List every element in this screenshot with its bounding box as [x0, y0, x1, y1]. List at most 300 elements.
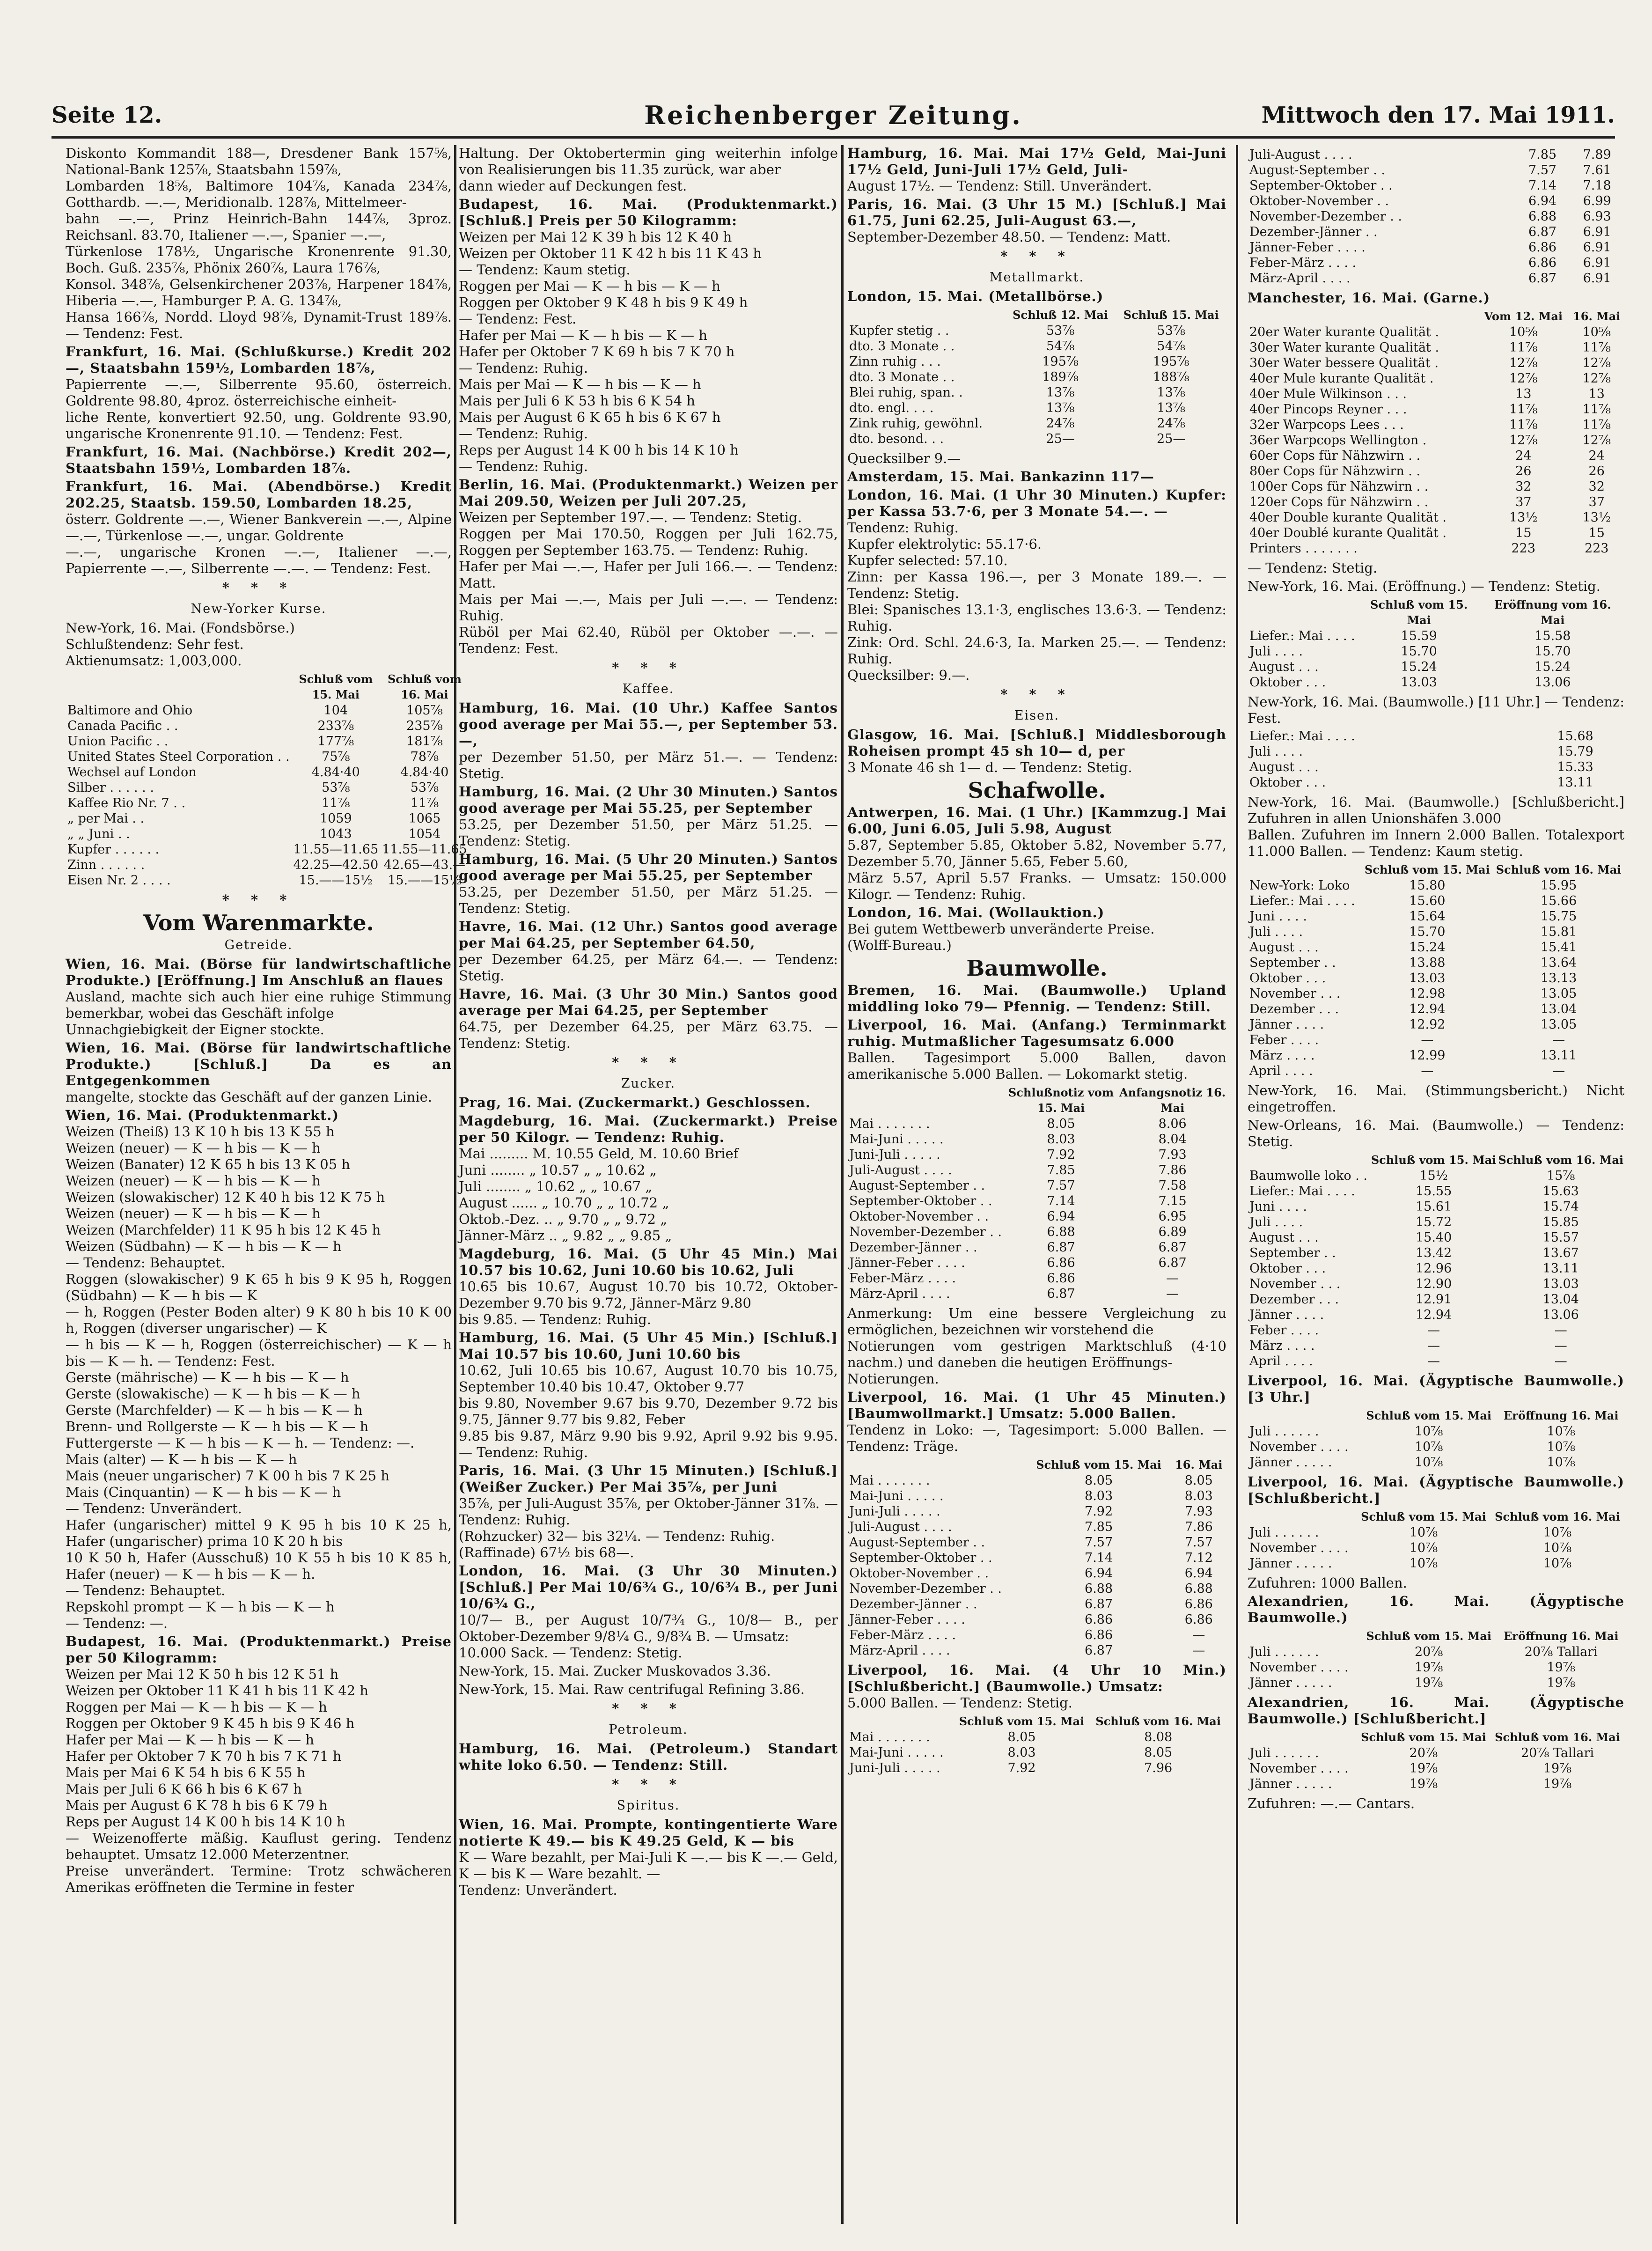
row-label: August-September . .	[849, 1535, 985, 1550]
text-line: K — Ware bezahlt, per Mai-Juli K —.— bis K —.— Geld, K — bis K — Ware bezahlt. —	[459, 1849, 838, 1882]
table-row	[1248, 659, 1624, 675]
text-line: Hamburg, 16. Mai. (5 Uhr 45 Min.) [Schluß.] Mai 10.57 bis 10.60, Juni 10.60 bis	[459, 1330, 838, 1362]
text-line: Wien, 16. Mai. Prompte, kontingentierte Ware notierte K 49.— bis K 49.25 Geld, K — bis	[459, 1817, 838, 1849]
table-row	[847, 1132, 1226, 1147]
text-line: Havre, 16. Mai. (3 Uhr 30 Min.) Santos good average per Mai 64.25, per September	[459, 986, 838, 1018]
text-line: Roggen per Mai 170.50, Roggen per Juli 162.75, Roggen per September 163.75. — Tendenz: Ruhig.	[459, 526, 838, 558]
table-row	[1248, 1338, 1624, 1354]
table-row	[66, 826, 469, 842]
column-2	[459, 145, 838, 2224]
table-header-row	[1248, 1508, 1624, 1525]
table-row	[1248, 355, 1624, 371]
row-label: August . . .	[1249, 760, 1319, 774]
article-paragraph	[1248, 1373, 1624, 1405]
text-line: Liverpool, 16. Mai. (Ägyptische Baumwolle.) [Schlußbericht.]	[1248, 1474, 1624, 1506]
article-paragraph	[1248, 290, 1624, 306]
text-line: per Dezember 64.25, per März 64.—. — Tendenz: Stetig.	[459, 951, 838, 984]
row-label: Jänner . . . .	[1249, 1017, 1324, 1032]
quote-value: —	[1192, 1643, 1205, 1658]
text-line: — Tendenz: Behauptet.	[66, 1255, 226, 1271]
column-rule	[1236, 145, 1238, 2224]
row-label: Mai-Juni . . . . .	[849, 1132, 944, 1147]
row-label: Juni-Juli . . . . .	[849, 1761, 940, 1775]
section-heading: Petroleum.	[609, 1722, 688, 1737]
text-line: mangelte, stockte das Geschäft auf der ganzen Linie.	[66, 1089, 432, 1105]
article-paragraph	[66, 145, 452, 342]
text-line: Roggen per Oktober 9 K 48 h bis 9 K 49 h	[459, 294, 748, 310]
text-line: 35⅞, per Juli-August 35⅞, per Oktober-Jänner 31⅞. — Tendenz: Ruhig.	[459, 1495, 838, 1528]
quote-value: 24⅞	[1157, 416, 1185, 431]
row-label: Mai-Juni . . . . .	[849, 1745, 944, 1760]
quote-value: 7.18	[1583, 178, 1611, 193]
article-paragraph	[847, 1305, 1226, 1387]
table-row	[66, 795, 469, 811]
quote-value: 12⅞	[1582, 371, 1611, 386]
row-label: 40er Mule kurante Qualität .	[1249, 371, 1434, 386]
text-line: Hamburg, 16. Mai. Mai 17½ Geld, Mai-Juni 17½ Geld, Juni-Juli 17½ Geld, Juli-	[847, 145, 1226, 177]
quote-value: 15.70	[1401, 644, 1437, 659]
table-row	[847, 1488, 1226, 1504]
quote-value: 13.03	[1542, 1277, 1579, 1291]
text-line: Weizen (slowakischer) 12 K 40 h bis 12 K 75 h	[66, 1189, 385, 1205]
table-row	[1248, 1214, 1624, 1230]
table-row	[1248, 1439, 1624, 1455]
row-label: 30er Water bessere Qualität .	[1249, 356, 1439, 370]
quote-value: 13.05	[1540, 986, 1577, 1001]
quote-value: 19⅞	[1414, 1676, 1443, 1690]
table-header-row	[1248, 861, 1624, 878]
quote-value: 7.15	[1158, 1194, 1187, 1208]
quote-value: 104	[323, 703, 348, 718]
text-line: Roggen per Mai — K — h bis — K — h	[66, 1699, 327, 1715]
column-header: Vom 12. Mai	[1484, 309, 1563, 323]
row-label: November . . .	[1249, 986, 1341, 1001]
quote-value: —	[1421, 1064, 1434, 1078]
quote-value: 15.85	[1542, 1215, 1579, 1229]
text-line: dann wieder auf Deckungen fest.	[459, 178, 687, 194]
column-header: Schluß vom 15. Mai	[1036, 1458, 1161, 1471]
table-row	[847, 1209, 1226, 1224]
quote-value: 24⅞	[1046, 416, 1075, 431]
article-paragraph	[1248, 1593, 1624, 1626]
quote-value	[1517, 759, 1526, 775]
text-line: Papierrente —.—, Silberrente 95.60, österreich. Goldrente 98.80, 4proz. österreichische einheit-	[66, 376, 452, 409]
text-line: Preise unverändert. Termine: Trotz schwächeren Amerikas eröffneten die Termine in fester	[66, 1863, 452, 1895]
text-line: New-York, 16. Mai. (Fondsbörse.)	[66, 620, 295, 636]
text-line: Haltung. Der Oktobertermin ging weiterhin infolge von Realisierungen bis 11.35 zurück, war aber	[459, 145, 838, 177]
row-label: 36er Warpcops Wellington .	[1249, 433, 1427, 448]
quote-value: 13.11	[1540, 1048, 1577, 1063]
table-row	[1248, 1063, 1624, 1079]
table-row	[847, 1612, 1226, 1627]
text-line: Rüböl per Mai 62.40, Rüböl per Oktober —.—. — Tendenz: Fest.	[459, 624, 838, 656]
table-row	[1248, 1525, 1624, 1540]
article-paragraph	[66, 1633, 452, 1896]
row-label: Baltimore and Ohio	[67, 703, 193, 718]
text-line: — h, Roggen (Pester Boden alter) 9 K 80 h bis 10 K 00 h, Roggen (diverser ungarischer) — K	[66, 1304, 452, 1336]
main-heading: Vom Warenmarkte.	[143, 910, 374, 935]
quote-value: 6.88	[1528, 209, 1557, 224]
row-label: Eisen Nr. 2 . . . .	[67, 873, 171, 888]
text-line: 10.62, Juli 10.65 bis 10.67, August 10.70 bis 10.75, September 10.40 bis 10.47, Oktober 9.77	[459, 1362, 838, 1395]
article-paragraph	[1248, 1795, 1624, 1812]
article-paragraph	[459, 919, 838, 984]
text-line: Roggen per Oktober 9 K 45 h bis 9 K 46 h	[66, 1715, 355, 1731]
text-line: Türkenlose 178½, Ungarische Kronenrente 91.30, Boch. Guß. 235⅞, Phönix 260⅞, Laura 176⅞,	[66, 243, 452, 276]
row-label: März-April . . . .	[849, 1287, 950, 1301]
row-label: dto. 3 Monate . .	[849, 339, 955, 353]
text-line: Quecksilber: 9.—.	[847, 667, 970, 683]
column-header	[1248, 861, 1361, 878]
table-row	[1248, 448, 1624, 463]
quote-value: 20⅞	[1414, 1645, 1443, 1659]
column-header: Schluß vom 16. Mai	[1495, 1510, 1620, 1523]
quote-value: 32	[1515, 479, 1532, 494]
text-line: Wien, 16. Mai. (Börse für landwirtschaftliche Produkte.) [Eröffnung.] Im Anschluß an flaues	[66, 956, 452, 988]
text-line: Hafer per Oktober 7 K 69 h bis 7 K 70 h	[459, 344, 735, 360]
row-label: New-York: Loko	[1249, 878, 1350, 893]
text-line: Ballen. Tagesimport 5.000 Ballen, davon amerikanische 5.000 Ballen. — Lokomarkt stetig.	[847, 1050, 1226, 1082]
text-line: Ballen. Zufuhren im Innern 2.000 Ballen. Totalexport 11.000 Ballen. — Tendenz: Kaum stetig.	[1248, 827, 1624, 859]
table-row	[66, 857, 469, 873]
row-label: Canada Pacific . .	[67, 719, 178, 733]
text-line: — Tendenz: Stetig.	[1248, 560, 1378, 576]
quote-value: 15.66	[1540, 894, 1577, 908]
quote-table	[1248, 1628, 1624, 1691]
quote-value: 6.86	[1528, 240, 1557, 255]
quote-value: 7.58	[1158, 1178, 1187, 1193]
row-label: November . . .	[1249, 1277, 1341, 1291]
text-line: Tendenz: Unverändert.	[459, 1882, 617, 1898]
table-row	[1248, 240, 1624, 255]
row-label: Juli . . . . . .	[1249, 1746, 1319, 1760]
article-paragraph	[1248, 794, 1624, 860]
column-header	[1248, 1407, 1360, 1424]
table-row	[1248, 1675, 1624, 1691]
quote-value: 12.94	[1415, 1308, 1452, 1322]
quote-value: 15.64	[1409, 909, 1446, 924]
table-header-row	[1248, 1628, 1624, 1644]
table-row	[1248, 924, 1624, 940]
row-label: Liefer.: Mai . . . .	[1249, 1184, 1355, 1199]
row-label: Kaffee Rio Nr. 7 . .	[67, 796, 186, 810]
article-paragraph	[459, 851, 838, 917]
table-row	[66, 734, 469, 749]
row-label: November-Dezember . .	[849, 1582, 1002, 1596]
quote-value: 13⅞	[1157, 385, 1185, 400]
table-row	[1248, 224, 1624, 240]
row-label: Oktober-November . .	[849, 1566, 989, 1581]
quote-value: 37	[1515, 495, 1532, 509]
quote-value: 12.94	[1409, 1002, 1446, 1016]
text-line: 53.25, per Dezember 51.50, per März 51.25. — Tendenz: Stetig.	[459, 884, 838, 916]
quote-value: 13.88	[1409, 956, 1446, 970]
quote-value: 24	[1588, 449, 1605, 463]
article-paragraph	[847, 487, 1226, 684]
row-label: Juli . . . .	[1249, 1215, 1303, 1229]
table-row	[1248, 675, 1624, 690]
table-row	[1248, 324, 1624, 340]
quote-value: 42.25—42.50	[293, 858, 379, 872]
table-row	[1248, 147, 1624, 162]
text-line: Frankfurt, 16. Mai. (Nachbörse.) Kredit 202—, Staatsbahn 159½, Lombarden 18⅞.	[66, 444, 452, 476]
text-line: New-York, 16. Mai. (Eröffnung.) — Tendenz: Stetig.	[1248, 578, 1601, 594]
table-row	[847, 338, 1226, 354]
quote-value: 1065	[408, 811, 441, 826]
row-label: Jänner-Feber . . . .	[1249, 240, 1366, 255]
article-paragraph	[459, 1463, 838, 1561]
quote-value: 15.——15½	[388, 873, 462, 888]
quote-value: 15.79	[1557, 744, 1593, 759]
text-line: — Tendenz: —.	[66, 1615, 168, 1631]
text-line: Glasgow, 16. Mai. [Schluß.] Middlesborough Roheisen prompt 45 sh 10— d, per	[847, 727, 1226, 759]
quote-value: 15.70	[1535, 644, 1571, 659]
quote-value: 6.95	[1158, 1209, 1187, 1224]
quote-value: 19⅞	[1547, 1660, 1576, 1675]
quote-value: 11⅞	[1509, 418, 1538, 432]
row-label: Blei ruhig, span. .	[849, 385, 963, 400]
section-heading: Metallmarkt.	[989, 270, 1085, 285]
text-line: Zink: Ord. Schl. 24.6·3, Ia. Marken 25.—. — Tendenz: Ruhig.	[847, 634, 1226, 667]
text-line: Weizen (neuer) — K — h bis — K — h	[66, 1140, 321, 1156]
text-line: Mais per Juli 6 K 66 h bis 6 K 67 h	[66, 1781, 302, 1797]
quote-value: 15.68	[1557, 729, 1593, 743]
quote-value: 10⅞	[1547, 1440, 1576, 1454]
text-line: New-Orleans, 16. Mai. (Baumwolle.) — Tendenz: Stetig.	[1248, 1117, 1624, 1149]
article-paragraph	[459, 1817, 838, 1898]
table-row	[847, 1193, 1226, 1209]
text-line: Weizen (Marchfelder) 11 K 95 h bis 12 K 45 h	[66, 1222, 381, 1238]
text-line: 5.87, September 5.85, Oktober 5.82, November 5.77, Dezember 5.70, Jänner 5.65, Feber 5.60,	[847, 837, 1226, 869]
text-line: London, 15. Mai. (Metallbörse.)	[847, 288, 1104, 304]
text-line: Weizen per Oktober 11 K 42 h bis 11 K 43 h	[459, 245, 762, 261]
text-line: Berlin, 16. Mai. (Produktenmarkt.) Weizen per Mai 209.50, Weizen per Juli 207.25,	[459, 477, 838, 509]
article-paragraph	[1248, 560, 1624, 576]
quote-value: 8.04	[1158, 1132, 1187, 1147]
quote-value: 25—	[1046, 432, 1075, 446]
column-header: Eröffnung vom 16. Mai	[1494, 598, 1611, 627]
text-line: 64.75, per Dezember 64.25, per März 63.75. — Tendenz: Stetig.	[459, 1019, 838, 1051]
text-line: Liverpool, 16. Mai. (4 Uhr 10 Min.) [Schlußbericht.] (Baumwolle.) Umsatz:	[847, 1662, 1226, 1694]
quote-value: 177⅞	[317, 734, 354, 749]
column-4	[1248, 145, 1624, 2224]
text-line: — Tendenz: Ruhig.	[459, 360, 588, 376]
row-label: dto. 3 Monate . .	[849, 370, 955, 384]
text-line: Wien, 16. Mai. (Produktenmarkt.)	[66, 1107, 339, 1123]
quote-value: 10⅝	[1509, 325, 1538, 339]
text-line: Mais per Mai 6 K 54 h bis 6 K 55 h	[66, 1765, 306, 1780]
quote-value: 6.94	[1528, 194, 1557, 208]
quote-value: 32	[1588, 479, 1605, 494]
quote-value: 7.61	[1583, 163, 1611, 177]
text-line: Magdeburg, 16. Mai. (Zuckermarkt.) Preise per 50 Kilogr. — Tendenz: Ruhig.	[459, 1113, 838, 1145]
text-line: Paris, 16. Mai. (3 Uhr 15 Minuten.) [Schluß.] (Weißer Zucker.) Per Mai 35⅞, per Juni	[459, 1463, 838, 1495]
table-row	[1248, 1776, 1624, 1792]
text-line: Notierungen.	[847, 1371, 939, 1387]
column-header	[1248, 308, 1478, 324]
quote-value: 8.05	[1047, 1117, 1075, 1131]
text-line: Hamburg, 16. Mai. (10 Uhr.) Kaffee Santos good average per Mai 55.—, per September 53.—,	[459, 700, 838, 749]
table-row	[1248, 1745, 1624, 1761]
quote-value: —	[1554, 1323, 1567, 1338]
quote-value: 8.08	[1144, 1730, 1173, 1744]
table-row	[1248, 1761, 1624, 1776]
section-separator: * * *	[222, 892, 295, 908]
quote-value: 6.86	[1047, 1256, 1075, 1270]
row-label: Feber-März . . . .	[1249, 256, 1357, 270]
text-line: Budapest, 16. Mai. (Produktenmarkt.) [Schluß.] Preis per 50 Kilogramm:	[459, 196, 838, 228]
quote-value: 7.96	[1144, 1761, 1173, 1775]
quote-value: 15½	[1419, 1169, 1448, 1183]
text-line: — Tendenz: Ruhig.	[459, 426, 588, 441]
table-row	[1248, 402, 1624, 417]
text-line: Blei: Spanisches 13.1·3, englisches 13.6·3. — Tendenz: Ruhig.	[847, 602, 1226, 634]
text-line: Mai ......... M. 10.55 Geld, M. 10.60 Brief	[459, 1146, 739, 1162]
row-label: „ per Mai . .	[67, 811, 145, 826]
quote-value: 15.58	[1535, 629, 1571, 643]
row-label: November . . . .	[1249, 1660, 1349, 1675]
section-heading: Kaffee.	[622, 682, 675, 696]
quote-value: 6.93	[1583, 209, 1611, 224]
quote-value: 6.94	[1047, 1209, 1075, 1224]
quote-value: 13.67	[1542, 1246, 1579, 1260]
article-paragraph	[847, 727, 1226, 776]
quote-value: 13.06	[1542, 1308, 1579, 1322]
text-line: Quecksilber 9.—	[847, 450, 961, 466]
quote-value: —	[1554, 1339, 1567, 1353]
text-line: Alexandrien, 16. Mai. (Ägyptische Baumwolle.) [Schlußbericht.]	[1248, 1694, 1624, 1727]
quote-value: 15.24	[1409, 940, 1446, 955]
quote-value: —	[1421, 1033, 1434, 1047]
quote-value: 13.03	[1401, 675, 1437, 690]
row-label: Juni-Juli . . . . .	[849, 1504, 940, 1519]
quote-value: 6.87	[1158, 1256, 1187, 1270]
row-label: Jänner . . . . .	[1249, 1676, 1332, 1690]
text-line: — h bis — K — h, Roggen (österreichischer) — K — h bis — K — h. — Tendenz: Fest.	[66, 1337, 452, 1369]
quote-value: —	[1166, 1287, 1179, 1301]
quote-value: 7.86	[1184, 1520, 1213, 1534]
text-line: Gerste (slowakische) — K — h bis — K — h	[66, 1386, 360, 1402]
text-line: Weizen per Mai 12 K 39 h bis 12 K 40 h	[459, 229, 732, 245]
quote-value: 19⅞	[1543, 1777, 1572, 1791]
text-line: Futtergerste — K — h bis — K — h. — Tendenz: —.	[66, 1435, 415, 1451]
article-paragraph	[459, 1741, 838, 1773]
quote-value: 15⅞	[1546, 1169, 1575, 1183]
quote-value: 15	[1588, 526, 1605, 540]
row-label: August-September . .	[1249, 163, 1386, 177]
text-line: Lombarden 18⅝, Baltimore 104⅞, Kanada 234⅞, Gotthardb. —.—, Meridionalb. 128⅞, Mittelmeer-	[66, 178, 452, 210]
section-heading: New-Yorker Kurse.	[191, 602, 327, 616]
text-line: Hamburg, 16. Mai. (Petroleum.) Standart white loko 6.50. — Tendenz: Still.	[459, 1741, 838, 1773]
text-line: Weizen per Mai 12 K 50 h bis 12 K 51 h	[66, 1666, 339, 1682]
quote-value: 53⅞	[1157, 324, 1185, 338]
quote-value: 15.61	[1415, 1199, 1452, 1214]
table-header-row	[1248, 596, 1624, 628]
row-label: Juni . . . .	[1249, 909, 1307, 924]
table-row	[847, 1255, 1226, 1271]
quote-value: 15.72	[1415, 1215, 1452, 1229]
quote-value: 8.05	[1085, 1473, 1113, 1488]
table-row	[1248, 1556, 1624, 1571]
table-row	[1248, 728, 1624, 744]
row-label: August . . .	[1249, 940, 1319, 955]
column-header	[1248, 596, 1357, 628]
table-row	[847, 1286, 1226, 1302]
quote-value: 8.06	[1158, 1117, 1187, 1131]
quote-value: 13⅞	[1046, 385, 1075, 400]
table-row	[1248, 463, 1624, 479]
quote-value: 25—	[1157, 432, 1186, 446]
section-heading: Spiritus.	[617, 1798, 680, 1813]
text-line: 5.000 Ballen. — Tendenz: Stetig.	[847, 1695, 1072, 1711]
article-paragraph	[847, 1389, 1226, 1455]
row-label: September-Oktober . .	[849, 1551, 992, 1565]
row-label: Feber-März . . . .	[849, 1628, 956, 1642]
quote-value: 13⅞	[1046, 401, 1075, 415]
table-row	[1248, 1168, 1624, 1184]
text-line: Zinn: per Kassa 196.—, per 3 Monate 189.—. — Tendenz: Stetig.	[847, 569, 1226, 601]
quote-table	[1248, 1508, 1624, 1571]
text-line: Juni ........ „ 10.57 „ „ 10.62 „	[459, 1162, 657, 1178]
text-line: Zufuhren: —.— Cantars.	[1248, 1795, 1415, 1811]
quote-value: 15.60	[1409, 894, 1446, 908]
article-paragraph	[459, 477, 838, 657]
text-line: Magdeburg, 16. Mai. (5 Uhr 45 Min.) Mai 10.57 bis 10.62, Juni 10.60 bis 10.62, Juli	[459, 1246, 838, 1278]
quote-value: 12⅞	[1509, 356, 1538, 370]
row-label: Oktober . . .	[1249, 775, 1326, 790]
text-line: Reps per August 14 K 00 h bis 14 K 10 h	[66, 1814, 345, 1830]
row-label: Union Pacific . .	[67, 734, 169, 749]
text-line: 10 K 50 h, Hafer (Ausschuß) 10 K 55 h bis 10 K 85 h, Hafer (neuer) — K — h bis — K — h.	[66, 1550, 452, 1582]
row-label: Liefer.: Mai . . . .	[1249, 729, 1355, 743]
article-paragraph	[847, 469, 1226, 485]
quote-value: 53⅞	[1046, 324, 1075, 338]
table-row	[1248, 1276, 1624, 1292]
quote-value: 11⅞	[1509, 340, 1538, 355]
table-row	[1248, 193, 1624, 209]
table-row	[1248, 209, 1624, 224]
row-label: Oktober . . .	[1249, 1261, 1326, 1276]
quote-value: 1043	[319, 827, 352, 841]
quote-value: 233⅞	[317, 719, 354, 733]
table-header-row	[847, 1713, 1226, 1729]
quote-value: 8.03	[1184, 1489, 1213, 1503]
text-line: New-York, 16. Mai. (Stimmungsbericht.) Nicht eingetroffen.	[1248, 1082, 1624, 1115]
article-paragraph	[847, 288, 1226, 305]
table-row	[1248, 162, 1624, 178]
quote-value: 20⅞ Tallari	[1524, 1645, 1598, 1659]
column-header: Schluß vom 16. Mai	[1495, 1730, 1620, 1744]
table-row	[1248, 1455, 1624, 1470]
table-row	[1248, 909, 1624, 924]
row-label: Kupfer . . . . . .	[67, 842, 160, 857]
quote-value: 53⅞	[410, 780, 439, 795]
text-line: Weizen per September 197.—. — Tendenz: Stetig.	[459, 509, 802, 525]
article-paragraph	[459, 1563, 838, 1661]
article-paragraph	[847, 1662, 1226, 1711]
quote-value: 105⅞	[406, 703, 443, 718]
table-row	[847, 1550, 1226, 1566]
text-line: Konsol. 348⅞, Gelsenkirchener 203⅞, Harpener 184⅞, Hiberia —.—, Hamburger P. A. G. 134⅞,	[66, 276, 452, 309]
quote-value: 6.86	[1528, 256, 1557, 270]
table-row	[1248, 178, 1624, 193]
quote-table	[1248, 1729, 1624, 1792]
quote-value: 6.87	[1085, 1643, 1113, 1658]
column-header: Schluß vom 15. Mai	[1361, 1730, 1486, 1744]
table-row	[1248, 1292, 1624, 1307]
text-line: Antwerpen, 16. Mai. (1 Uhr.) [Kammzug.] Mai 6.00, Juni 6.05, Juli 5.98, August	[847, 804, 1226, 837]
article-paragraph	[847, 1017, 1226, 1082]
